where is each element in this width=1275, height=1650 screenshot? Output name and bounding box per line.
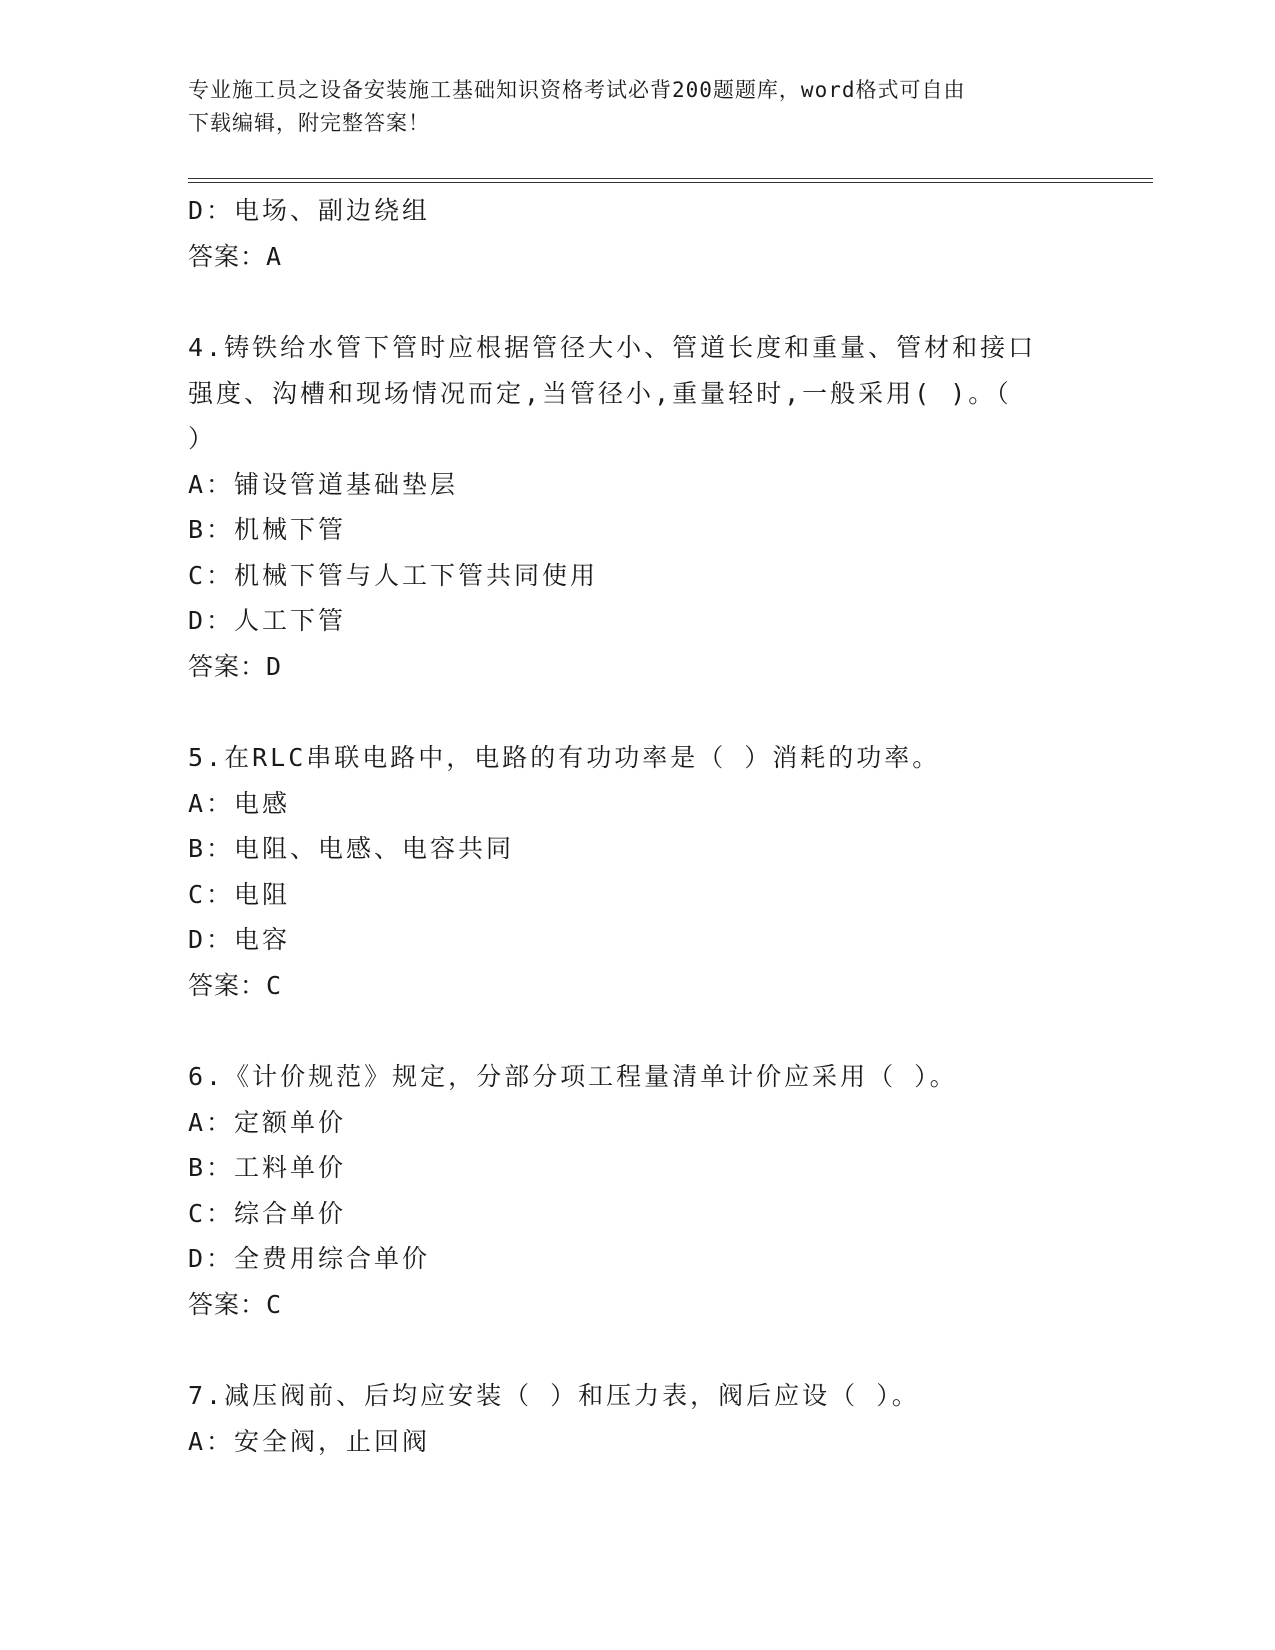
option-b: B：机械下管: [188, 515, 347, 544]
option-d: D：电场、副边绕组: [188, 196, 431, 225]
question-4: [188, 325, 1088, 689]
option-a: A：电感: [188, 788, 291, 818]
header-title-line-1: 专业施工员之设备安装施工基础知识资格考试必背200题题库，word格式可自由: [188, 78, 966, 102]
option-b: B：工料单价: [188, 1153, 347, 1182]
question-stem-line: ）: [188, 424, 217, 453]
option-a: A：铺设管道基础垫层: [188, 469, 459, 499]
question-stem-line: 5.在RLC串联电路中，电路的有功功率是（ ）消耗的功率。: [188, 743, 941, 772]
question-list: [188, 188, 1088, 1464]
question-6: [188, 1054, 1088, 1327]
option-a: A：安全阀，止回阀: [188, 1426, 431, 1456]
answer-value: D: [266, 651, 283, 681]
answer-label: 答案：: [188, 241, 267, 271]
question-spacer: [188, 1327, 1088, 1373]
question-stem-line: 4.铸铁给水管下管时应根据管径大小、管道长度和重量、管材和接口: [188, 333, 1037, 362]
question-spacer: [188, 279, 1088, 325]
document-header: [188, 74, 1088, 140]
answer-line: [188, 644, 1088, 690]
option-d: D：全费用综合单价: [188, 1244, 431, 1273]
question-spacer: [188, 1008, 1088, 1054]
answer-value: C: [266, 1289, 283, 1319]
answer-label: 答案：: [188, 970, 267, 1000]
question-stem-line: 强度、沟槽和现场情况而定,当管径小,重量轻时,一般采用( )。（: [188, 378, 1012, 408]
option-b: B：电阻、电感、电容共同: [188, 834, 515, 863]
option-d: D：电容: [188, 925, 291, 954]
answer-line: [188, 963, 1088, 1009]
answer-label: 答案：: [188, 651, 267, 681]
answer-line: [188, 234, 1088, 280]
answer-value: C: [266, 970, 283, 1000]
option-c: C：电阻: [188, 879, 291, 909]
answer-value: A: [266, 241, 283, 271]
question-7: [188, 1373, 1088, 1464]
answer-line: [188, 1282, 1088, 1328]
header-divider-bottom: [188, 182, 1153, 183]
question-5: [188, 735, 1088, 1008]
header-title-line-2: 下载编辑，附完整答案！: [188, 111, 430, 135]
option-c: C：机械下管与人工下管共同使用: [188, 560, 599, 590]
answer-label: 答案：: [188, 1289, 267, 1319]
option-c: C：综合单价: [188, 1198, 347, 1228]
question-spacer: [188, 689, 1088, 735]
option-d: D：人工下管: [188, 606, 347, 635]
header-divider-top: [188, 178, 1153, 179]
option-a: A：定额单价: [188, 1107, 347, 1137]
question-stem-line: 7.减压阀前、后均应安装（ ）和压力表，阀后应设（ ）。: [188, 1381, 920, 1410]
question-stem-line: 6.《计价规范》规定，分部分项工程量清单计价应采用（ ）。: [188, 1062, 958, 1091]
